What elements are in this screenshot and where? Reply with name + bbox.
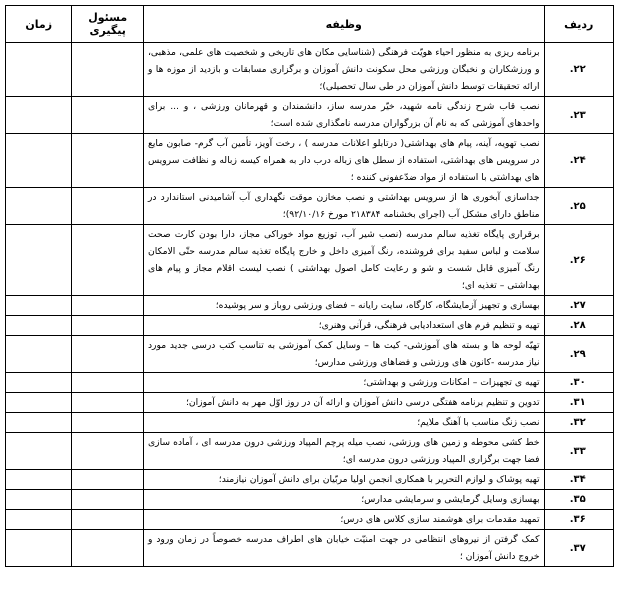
table-row bbox=[6, 97, 614, 134]
responsible-cell bbox=[72, 413, 144, 433]
responsible-cell bbox=[72, 470, 144, 490]
task-text: تمهید مقدمات برای هوشمند سازی کلاس های درس؛ bbox=[143, 510, 544, 530]
header-row-number: ردیف bbox=[544, 6, 613, 43]
table-row bbox=[6, 134, 614, 188]
task-text: تدوین و تنظیم برنامه هفتگی درسی دانش آموزان و ارائه آن در روز اوّل مهر به دانش آموزان؛ bbox=[143, 393, 544, 413]
row-number: ۲۹. bbox=[544, 336, 613, 373]
responsible-cell bbox=[72, 393, 144, 413]
time-cell bbox=[6, 316, 72, 336]
row-number: ۲۷. bbox=[544, 296, 613, 316]
task-text: بهسازی و تجهیز آزمایشگاه، کارگاه، سایت رایانه – فضای ورزشی روباز و سر پوشیده؛ bbox=[143, 296, 544, 316]
time-cell bbox=[6, 373, 72, 393]
table-row bbox=[6, 510, 614, 530]
tasks-table bbox=[5, 5, 614, 567]
table-row bbox=[6, 296, 614, 316]
row-number: ۳۲. bbox=[544, 413, 613, 433]
responsible-cell bbox=[72, 316, 144, 336]
responsible-cell bbox=[72, 336, 144, 373]
time-cell bbox=[6, 490, 72, 510]
time-cell bbox=[6, 470, 72, 490]
table-row bbox=[6, 413, 614, 433]
time-cell bbox=[6, 43, 72, 97]
task-text: نصب زنگ مناسب با آهنگ ملایم؛ bbox=[143, 413, 544, 433]
row-number: ۳۷. bbox=[544, 530, 613, 567]
responsible-cell bbox=[72, 134, 144, 188]
time-cell bbox=[6, 433, 72, 470]
time-cell bbox=[6, 510, 72, 530]
row-number: ۳۰. bbox=[544, 373, 613, 393]
task-text: برقراری پایگاه تغذیه سالم مدرسه (نصب شیر آب، توزیع مواد خوراکی مجاز، دارا بودن کارت صحت سلامت و لباس سفید برای فروشنده، رنگ آمیزی داخل و خارج پایگاه تغذیه سالم مدرسه حتّی الامکان رنگ آمیزی قابل شست و شو و رعایت کامل اصول بهداشتی ) نصب لیست اقلام مجاز و پیام های بهداشتی – تغذیه ای؛ bbox=[143, 225, 544, 296]
time-cell bbox=[6, 134, 72, 188]
responsible-cell bbox=[72, 530, 144, 567]
time-cell bbox=[6, 188, 72, 225]
responsible-cell bbox=[72, 510, 144, 530]
table-row bbox=[6, 225, 614, 296]
responsible-cell bbox=[72, 188, 144, 225]
responsible-cell bbox=[72, 373, 144, 393]
responsible-cell bbox=[72, 490, 144, 510]
time-cell bbox=[6, 296, 72, 316]
task-text: جداسازی آبخوری ها از سرویس بهداشتی و نصب مخازن موقت نگهداری آب آشامیدنی استاندارد در مناطق دارای مشکل آب (اجرای بخشنامه ۲۱۸۳۸۴ مورخ ۹۲/۱۰/۱۶)؛ bbox=[143, 188, 544, 225]
row-number: ۳۳. bbox=[544, 433, 613, 470]
time-cell bbox=[6, 393, 72, 413]
table-header-row bbox=[6, 6, 614, 43]
header-responsible: مسئول پیگیری bbox=[72, 6, 144, 43]
table-row bbox=[6, 433, 614, 470]
task-text: نصب قاب شرح زندگی نامه شهید، خیّر مدرسه ساز، دانشمندان و قهرمانان ورزشی ، و ... برای واحدهای آموزشی که به نام آن بزرگواران مدرسه نامگذاری شده است؛ bbox=[143, 97, 544, 134]
time-cell bbox=[6, 336, 72, 373]
time-cell bbox=[6, 225, 72, 296]
responsible-cell bbox=[72, 296, 144, 316]
table-row bbox=[6, 393, 614, 413]
row-number: ۲۳. bbox=[544, 97, 613, 134]
responsible-cell bbox=[72, 97, 144, 134]
task-text: تهیه و تنظیم فرم های استعدادیابی فرهنگی، قرآنی وهنری؛ bbox=[143, 316, 544, 336]
row-number: ۲۵. bbox=[544, 188, 613, 225]
row-number: ۳۱. bbox=[544, 393, 613, 413]
time-cell bbox=[6, 413, 72, 433]
task-text: خط کشی محوطه و زمین های ورزشی، نصب میله پرچم المپیاد ورزشی درون مدرسه ای ، آماده سازی فضا جهت برگزاری المپیاد ورزشی درون مدرسه ای؛ bbox=[143, 433, 544, 470]
row-number: ۳۵. bbox=[544, 490, 613, 510]
task-text: برنامه ریزی به منظور احیاء هویّت فرهنگی (شناسایی مکان های تاریخی و شخصیت های علمی، مذهبی، و ورزشکاران و نخبگان ورزشی محل سکونت دانش آموزان و برگزاری مسابقات و بازدید از موزه ها و ارائه تحقیقات توسط دانش آموزان در طی سال تحصیلی)؛ bbox=[143, 43, 544, 97]
row-number: ۳۶. bbox=[544, 510, 613, 530]
table-row bbox=[6, 188, 614, 225]
responsible-cell bbox=[72, 225, 144, 296]
responsible-cell bbox=[72, 43, 144, 97]
table-row bbox=[6, 373, 614, 393]
row-number: ۲۲. bbox=[544, 43, 613, 97]
header-time: زمان bbox=[6, 6, 72, 43]
task-text: تهیه ی تجهیزات – امکانات ورزشی و بهداشتی؛ bbox=[143, 373, 544, 393]
table-row bbox=[6, 43, 614, 97]
table-row bbox=[6, 530, 614, 567]
row-number: ۲۸. bbox=[544, 316, 613, 336]
task-text: کمک گرفتن از نیروهای انتظامی در جهت امنیّت خیابان های اطراف مدرسه خصوصاً در زمان ورود و خروج دانش آموزان ؛ bbox=[143, 530, 544, 567]
responsible-cell bbox=[72, 433, 144, 470]
task-text: تهیه پوشاک و لوازم التحریر با همکاری انجمن اولیا مربّیان برای دانش آموزان نیازمند؛ bbox=[143, 470, 544, 490]
row-number: ۲۶. bbox=[544, 225, 613, 296]
header-task: وظیفه bbox=[143, 6, 544, 43]
table-row bbox=[6, 470, 614, 490]
table-row bbox=[6, 490, 614, 510]
table-row bbox=[6, 316, 614, 336]
row-number: ۲۴. bbox=[544, 134, 613, 188]
time-cell bbox=[6, 97, 72, 134]
table-row bbox=[6, 336, 614, 373]
task-text: بهسازی وسایل گرمایشی و سرمایشی مدارس؛ bbox=[143, 490, 544, 510]
task-text: نصب تهویه، آینه، پیام های بهداشتی( درتابلو اعلانات مدرسه ) ، رخت آویز، تأمین آب گرم- صابون مایع در سرویس های بهداشتی، استفاده از سطل های زباله درب دار به همراه کیسه زباله و نظافت سرویس های بهداشتی با استفاده از مواد ضدّعفونی کننده ؛ bbox=[143, 134, 544, 188]
task-text: تهیّه لوحه ها و بسته های آموزشی- کیت ها – وسایل کمک آموزشی به تناسب کتب درسی جدید مورد نیاز مدرسه -کانون های ورزشی و فضاهای ورزشی مدارس؛ bbox=[143, 336, 544, 373]
time-cell bbox=[6, 530, 72, 567]
row-number: ۳۴. bbox=[544, 470, 613, 490]
